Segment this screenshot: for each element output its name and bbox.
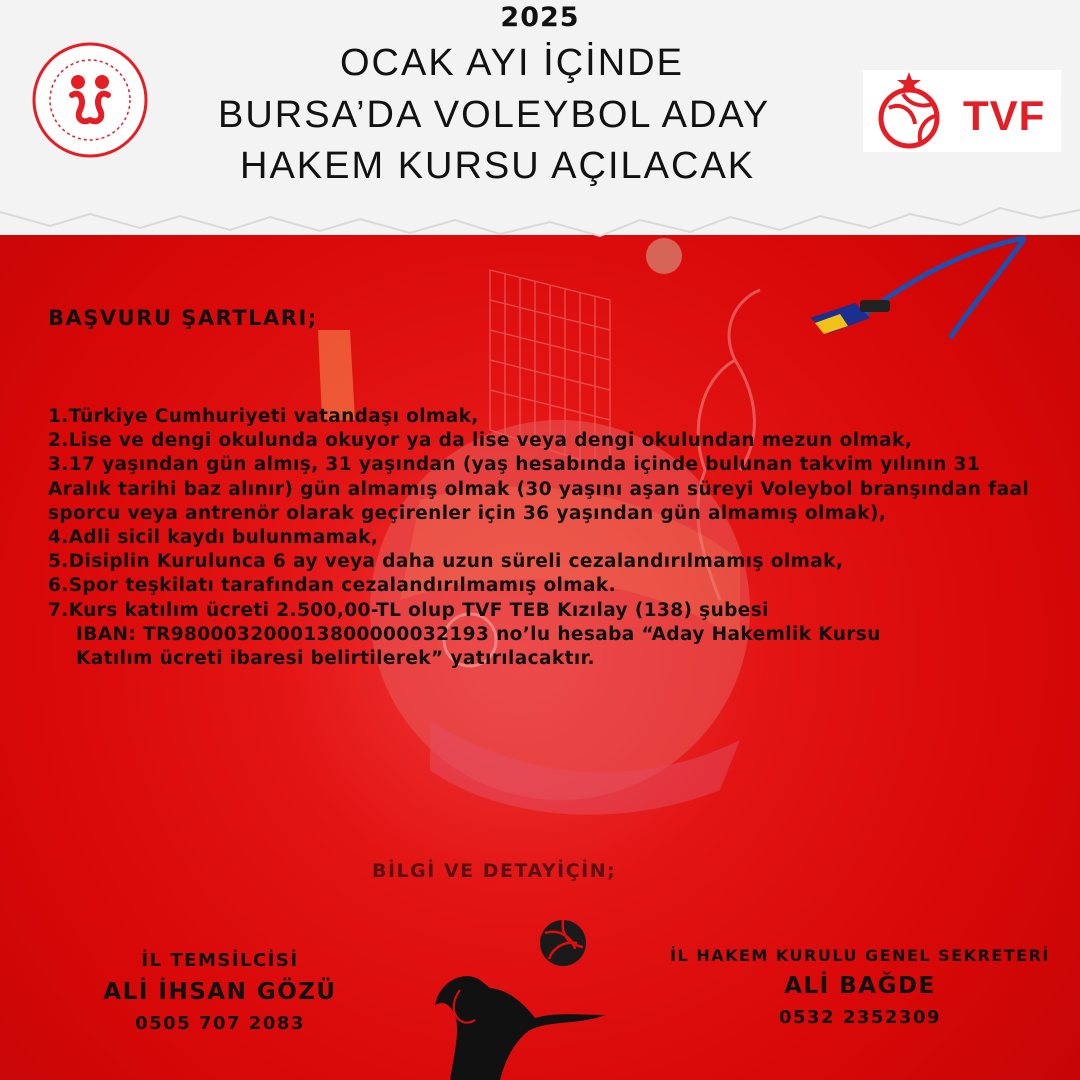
requirement-item: 1.Türkiye Cumhuriyeti vatandaşı olmak,: [48, 406, 479, 427]
requirement-item: 7.Kurs katılım ücreti 2.500,00-TL olup TVF TEB Kızılay (138) şubesi: [48, 599, 769, 621]
title-line-1: OCAK AYI İÇİNDE: [340, 42, 684, 84]
contact-secretary: [660, 946, 1060, 1028]
contact-role: İL TEMSİLCİSİ: [141, 950, 299, 971]
requirements-list: [48, 405, 1048, 671]
requirement-item: 3.17 yaşından gün almış, 31 yaşından (yaş hesabında içinde bulunan takvim yılının 31 Aralık tarihi baz alınır) gün almamış olmak (30 yaşını aşan süreyi Voleybol branşından faal sporcu veya antrenör olarak geçirenler için 36 yaşından gün almamış olmak),: [48, 454, 1030, 524]
ministry-logo: [30, 40, 150, 160]
contact-phone: 0532 2352309: [778, 1007, 942, 1028]
contact-phone: 0505 707 2083: [135, 1013, 305, 1034]
player-silhouette-icon: [420, 960, 610, 1080]
whistle-lanyard-graphic: [800, 218, 1040, 348]
requirement-item: 2.Lise ve dengi okulunda okuyor ya da lise veya dengi okulundan mezun olmak,: [48, 430, 913, 452]
tvf-wordmark: TVF: [963, 92, 1046, 139]
requirement-item: Katılım ücreti ibaresi belirtilerek” yatırılacaktır.: [76, 648, 595, 670]
tvf-ball-icon: [863, 70, 953, 152]
contact-name: ALİ İHSAN GÖZÜ: [103, 979, 337, 1005]
title-line-2: BURSA’DA VOLEYBOL ADAY: [218, 94, 771, 136]
title-line-3: HAKEM KURSU AÇILACAK: [240, 145, 756, 187]
requirement-item: 5.Disiplin Kurulunca 6 ay veya daha uzun süreli cezalandırılmamış olmak,: [48, 551, 844, 573]
contact-representative: [80, 950, 360, 1034]
contact-role: İL HAKEM KURULU GENEL SEKRETERİ: [670, 946, 1050, 965]
requirement-item: IBAN: TR980003200013800000032193 no’lu hesaba “Aday Hakemlik Kursu: [76, 623, 881, 645]
requirement-item: 6.Spor teşkilatı tarafından cezalandırılmamış olmak.: [48, 575, 616, 597]
year-label: 2025: [500, 2, 580, 33]
requirement-item: 4.Adli sicil kaydı bulunmamak,: [48, 527, 379, 549]
info-title: BİLGİ VE DETAYİÇİN;: [372, 860, 617, 882]
contact-name: ALİ BAĞDE: [784, 973, 936, 999]
requirements-title: BAŞVURU ŞARTLARI;: [48, 306, 318, 330]
